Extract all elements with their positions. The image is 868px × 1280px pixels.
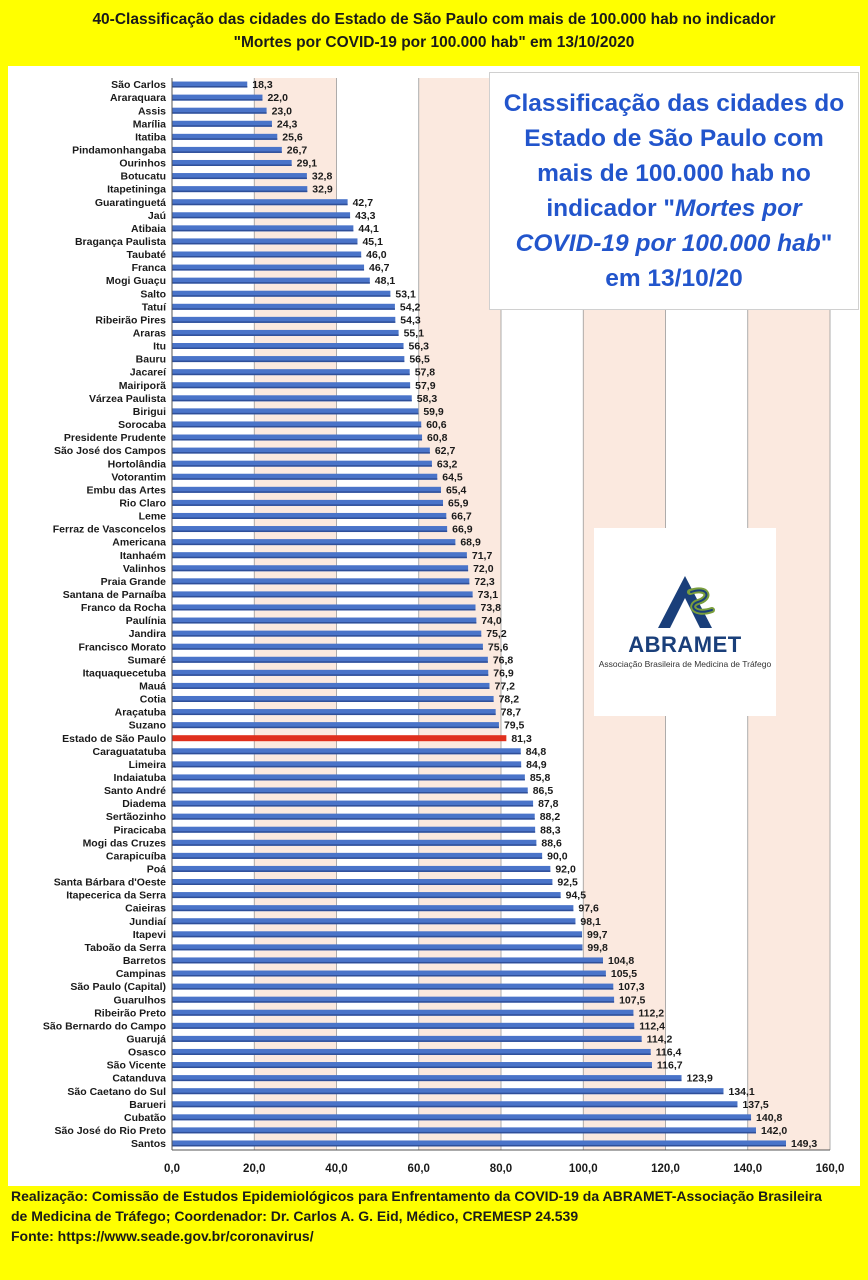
bar-shadow xyxy=(172,779,525,781)
bar-shadow xyxy=(172,308,395,310)
value-label: 97,6 xyxy=(578,902,599,915)
category-label: Estado de São Paulo xyxy=(62,732,166,745)
value-label: 79,5 xyxy=(503,719,525,732)
bar-shadow xyxy=(172,531,447,533)
bar-shadow xyxy=(172,1080,682,1082)
value-label: 116,4 xyxy=(655,1046,682,1059)
bar-shadow xyxy=(172,374,410,376)
value-label: 65,9 xyxy=(448,497,469,510)
x-tick-label: 100,0 xyxy=(568,1163,598,1175)
bar-shadow xyxy=(172,844,536,846)
value-label: 112,4 xyxy=(639,1020,665,1033)
bar-shadow xyxy=(172,1106,737,1108)
bar-shadow xyxy=(172,936,582,938)
value-label: 86,5 xyxy=(532,785,554,798)
bar-shadow xyxy=(172,191,307,193)
category-label: Mogi Guaçu xyxy=(105,275,166,288)
category-label: Mairiporã xyxy=(118,379,166,392)
category-label: Barretos xyxy=(122,955,166,968)
category-label: Guarulhos xyxy=(113,994,166,1007)
category-label: Santos xyxy=(130,1138,166,1151)
bar-shadow xyxy=(172,426,421,428)
category-label: Leme xyxy=(138,510,166,523)
category-label: Mauá xyxy=(139,680,166,693)
bar-shadow xyxy=(172,609,476,611)
value-label: 59,9 xyxy=(423,405,444,418)
value-label: 92,5 xyxy=(557,876,578,889)
chart-title-line-1: 40-Classificação das cidades do Estado de São Paulo com mais de 100.000 hab no indicador xyxy=(92,11,776,28)
category-label: Assis xyxy=(137,105,166,118)
value-label: 26,7 xyxy=(286,144,308,157)
bar-shadow xyxy=(172,1040,642,1042)
value-label: 88,6 xyxy=(541,837,562,850)
bar-shadow xyxy=(172,766,521,768)
value-label: 73,8 xyxy=(480,602,501,615)
category-label: Poá xyxy=(146,863,166,876)
value-label: 105,5 xyxy=(610,968,638,981)
category-label: Bauru xyxy=(135,353,166,366)
category-label: São Vicente xyxy=(106,1059,166,1072)
bar-shadow xyxy=(172,256,361,257)
bar-shadow xyxy=(172,1093,723,1095)
bar-shadow xyxy=(172,387,410,389)
x-tick-label: 120,0 xyxy=(651,1163,680,1175)
footer-line-1: Realização: Comissão de Estudos Epidemiológicos para Enfrentamento da COVID-19 da ABRAMET-Associação Brasileira xyxy=(11,1188,822,1204)
value-label: 75,6 xyxy=(487,641,509,654)
bar-shadow xyxy=(172,125,272,127)
value-label: 54,3 xyxy=(400,314,421,327)
value-label: 88,3 xyxy=(540,824,561,837)
value-label: 66,7 xyxy=(451,510,472,523)
x-tick-label: 160,0 xyxy=(815,1163,845,1175)
category-label: Ourinhos xyxy=(119,157,166,170)
bar-shadow xyxy=(172,230,353,232)
ampersand-emblem-icon xyxy=(594,528,776,638)
bar-shadow xyxy=(172,334,399,336)
category-label: Santo André xyxy=(103,785,166,798)
value-label: 45,1 xyxy=(362,236,383,249)
bar-shadow xyxy=(172,217,350,219)
category-label: Diadema xyxy=(122,798,166,811)
bar-shadow xyxy=(172,727,499,729)
bar-shadow xyxy=(172,857,542,859)
category-label: Franca xyxy=(131,262,166,275)
value-label: 53,1 xyxy=(395,288,416,301)
category-label: Catanduva xyxy=(112,1072,166,1085)
value-label: 107,3 xyxy=(618,981,645,994)
bar-shadow xyxy=(172,1067,652,1069)
value-label: 76,9 xyxy=(493,667,514,680)
category-label: Paulínia xyxy=(125,615,166,628)
category-label: Botucatu xyxy=(120,170,166,183)
bar-shadow xyxy=(172,910,573,912)
bar-shadow xyxy=(172,583,469,585)
x-tick-label: 140,0 xyxy=(733,1163,763,1175)
value-label: 48,1 xyxy=(374,275,396,288)
value-label: 32,9 xyxy=(312,183,333,196)
category-label: Cotia xyxy=(139,693,166,706)
value-label: 68,9 xyxy=(460,536,481,549)
bar-shadow xyxy=(172,86,247,88)
category-label: Taboão da Serra xyxy=(84,941,166,954)
value-label: 55,1 xyxy=(403,327,425,340)
category-label: Piracicaba xyxy=(113,824,166,837)
bar-shadow xyxy=(172,1001,614,1003)
category-label: Araras xyxy=(132,327,166,340)
bar-shadow xyxy=(172,465,432,467)
bar-shadow xyxy=(172,596,473,598)
callout-line-6: em 13/10/20 xyxy=(605,265,743,292)
bar-shadow xyxy=(172,557,467,559)
value-label: 78,7 xyxy=(500,706,522,719)
value-label: 18,3 xyxy=(252,79,273,92)
value-label: 65,4 xyxy=(445,484,467,497)
logo-subtitle: Associação Brasileira de Medicina de Tráfego xyxy=(598,659,772,669)
value-label: 94,5 xyxy=(565,889,587,902)
bar-shadow xyxy=(172,348,404,350)
category-label: Campinas xyxy=(115,968,166,981)
logo-wordmark: ABRAMET xyxy=(628,632,742,657)
category-label: Osasco xyxy=(128,1046,166,1059)
category-label: Jundiaí xyxy=(129,915,166,928)
value-label: 112,2 xyxy=(638,1007,665,1020)
callout-line-5b: " xyxy=(820,230,833,257)
value-label: 88,2 xyxy=(539,811,561,824)
category-label: Itapecerica da Serra xyxy=(66,889,166,902)
bar-shadow xyxy=(172,570,468,572)
chart-title xyxy=(0,8,868,54)
value-label: 63,2 xyxy=(436,458,458,471)
bar-shadow xyxy=(172,413,418,415)
category-label: Atibaia xyxy=(130,222,166,235)
category-label: Itapevi xyxy=(132,928,166,941)
value-label: 25,6 xyxy=(282,131,303,144)
category-label: Votorantim xyxy=(111,471,166,484)
bar-shadow xyxy=(172,818,535,820)
bar-shadow xyxy=(172,700,494,702)
bar-shadow xyxy=(172,243,357,245)
category-label: São José dos Campos xyxy=(53,445,166,458)
category-label: Santa Bárbara d'Oeste xyxy=(53,876,166,889)
bar-shadow xyxy=(172,988,613,990)
x-tick-label: 0,0 xyxy=(164,1163,180,1175)
bar-shadow xyxy=(172,439,422,441)
category-label: Barueri xyxy=(129,1098,166,1111)
category-label: Franco da Rocha xyxy=(80,602,166,615)
bar-shadow xyxy=(172,517,446,519)
bar-shadow xyxy=(172,805,533,807)
bar-shadow xyxy=(172,204,348,206)
category-label: Sorocaba xyxy=(118,419,166,432)
value-label: 72,0 xyxy=(473,562,494,575)
category-label: Indaiatuba xyxy=(113,772,166,785)
value-label: 123,9 xyxy=(686,1072,713,1085)
bar-shadow xyxy=(172,923,575,925)
value-label: 81,3 xyxy=(511,732,532,745)
category-label: Itu xyxy=(153,340,166,353)
value-label: 78,2 xyxy=(498,693,520,706)
category-label: Tatuí xyxy=(141,301,166,314)
value-label: 90,0 xyxy=(547,850,568,863)
category-label: Caraguatatuba xyxy=(92,745,166,758)
value-label: 23,0 xyxy=(271,105,293,118)
category-label: Taubaté xyxy=(126,249,166,262)
bar-shadow xyxy=(172,164,292,166)
category-label: Praia Grande xyxy=(100,575,166,588)
category-label: Jaú xyxy=(147,209,166,222)
bar-shadow xyxy=(172,452,430,454)
x-tick-label: 40,0 xyxy=(325,1163,348,1175)
category-label: Jacareí xyxy=(129,366,166,379)
category-label: Sumaré xyxy=(127,654,166,667)
value-label: 42,7 xyxy=(352,196,374,209)
category-label: Pindamonhangaba xyxy=(72,144,166,157)
value-label: 60,8 xyxy=(427,432,448,445)
bar-shadow xyxy=(172,112,267,114)
category-label: Salto xyxy=(140,288,166,301)
value-label: 43,3 xyxy=(355,209,376,222)
value-label: 66,9 xyxy=(452,523,473,536)
bar-shadow xyxy=(172,949,582,951)
value-label: 76,8 xyxy=(492,654,514,667)
bar-shadow xyxy=(172,1053,651,1055)
category-label: Cubatão xyxy=(124,1111,166,1124)
value-label: 137,5 xyxy=(742,1098,769,1111)
value-label: 92,0 xyxy=(555,863,576,876)
category-label: Ribeirão Preto xyxy=(94,1007,166,1020)
category-label: Limeira xyxy=(128,758,166,771)
category-label: Francisco Morato xyxy=(78,641,166,654)
category-label: Itapetininga xyxy=(107,183,166,196)
bar-shadow xyxy=(172,1132,756,1134)
value-label: 87,8 xyxy=(538,798,559,811)
value-label: 149,3 xyxy=(790,1138,818,1151)
category-label: Americana xyxy=(112,536,166,549)
chart-title-line-2: "Mortes por COVID-19 por 100.000 hab" em 13/10/2020 xyxy=(233,34,635,51)
bar-shadow xyxy=(172,792,528,794)
value-label: 62,7 xyxy=(434,445,456,458)
bar-shadow xyxy=(172,321,395,323)
x-tick-label: 60,0 xyxy=(407,1163,430,1175)
x-tick-label: 80,0 xyxy=(489,1163,513,1175)
category-label: Rio Claro xyxy=(119,497,166,510)
value-label: 99,8 xyxy=(587,941,608,954)
value-label: 64,5 xyxy=(442,471,463,484)
bar-shadow xyxy=(172,361,404,363)
callout-line-1: Classificação das cidades do xyxy=(503,90,845,117)
value-label: 73,1 xyxy=(477,588,499,601)
category-label: Carapicuíba xyxy=(105,850,166,863)
category-label: São Caetano do Sul xyxy=(67,1085,166,1098)
category-label: Itaquaquecetuba xyxy=(82,667,166,680)
category-label: Caieiras xyxy=(125,902,166,915)
value-label: 46,0 xyxy=(366,249,387,262)
value-label: 107,5 xyxy=(619,994,646,1007)
value-label: 57,8 xyxy=(414,366,436,379)
bar-shadow xyxy=(172,884,552,886)
value-label: 116,7 xyxy=(656,1059,683,1072)
value-label: 58,3 xyxy=(416,392,438,405)
bar-shadow xyxy=(172,269,364,271)
bar-shadow xyxy=(172,1145,786,1147)
value-label: 71,7 xyxy=(471,549,493,562)
bar-shadow xyxy=(172,622,476,624)
bar-shadow xyxy=(172,635,481,637)
bar-shadow xyxy=(172,138,277,140)
bar-shadow xyxy=(172,544,455,546)
value-label: 134,1 xyxy=(728,1085,755,1098)
bar-shadow xyxy=(172,151,282,153)
category-label: Guarujá xyxy=(126,1033,166,1046)
bar-shadow xyxy=(172,504,443,506)
value-label: 60,6 xyxy=(426,419,447,432)
category-label: Mogi das Cruzes xyxy=(82,837,166,850)
value-label: 44,1 xyxy=(358,222,379,235)
value-label: 72,3 xyxy=(474,575,495,588)
category-label: Embu das Artes xyxy=(86,484,166,497)
category-label: Sertãozinho xyxy=(105,811,166,824)
category-label: Ribeirão Pires xyxy=(95,314,166,327)
value-label: 104,8 xyxy=(607,955,635,968)
value-label: 77,2 xyxy=(494,680,515,693)
value-label: 56,3 xyxy=(408,340,429,353)
bar-shadow xyxy=(172,478,437,480)
bar-shadow xyxy=(172,178,307,180)
value-label: 140,8 xyxy=(756,1111,783,1124)
bar xyxy=(172,735,506,741)
value-label: 99,7 xyxy=(587,928,608,941)
bar-shadow xyxy=(172,753,521,755)
category-label: Hortolândia xyxy=(107,458,166,471)
footer-line-3: Fonte: https://www.seade.gov.br/coronavirus/ xyxy=(11,1228,314,1244)
value-label: 57,9 xyxy=(415,379,436,392)
category-label: Valinhos xyxy=(122,562,166,575)
callout-line-2: Estado de São Paulo com xyxy=(524,125,824,152)
bar-shadow xyxy=(172,687,489,689)
category-label: Ferraz de Vasconcelos xyxy=(52,523,166,536)
bar-shadow xyxy=(172,400,412,402)
bar-shadow xyxy=(172,714,496,716)
bar-shadow xyxy=(172,99,262,101)
category-label: Várzea Paulista xyxy=(88,392,166,405)
bar-shadow xyxy=(172,870,550,872)
abramet-logo xyxy=(594,528,776,716)
bar-shadow xyxy=(172,661,488,663)
value-label: 46,7 xyxy=(369,262,390,275)
value-label: 56,5 xyxy=(409,353,430,366)
bar-shadow xyxy=(172,674,488,676)
category-label: Jandira xyxy=(128,628,166,641)
value-label: 84,9 xyxy=(526,758,547,771)
category-label: São Paulo (Capital) xyxy=(70,981,166,994)
footer-notes xyxy=(11,1186,861,1246)
bar-shadow xyxy=(172,648,483,650)
category-label: Suzano xyxy=(128,719,166,732)
category-label: Guaratinguetá xyxy=(94,196,166,209)
value-label: 29,1 xyxy=(296,157,318,170)
bar-shadow xyxy=(172,491,441,493)
category-label: São José do Rio Preto xyxy=(54,1124,166,1137)
callout-line-4a: indicador " xyxy=(546,195,676,222)
value-label: 54,2 xyxy=(399,301,421,314)
value-label: 142,0 xyxy=(760,1124,788,1137)
bar-shadow xyxy=(172,897,561,899)
category-label: São Carlos xyxy=(111,79,166,92)
value-label: 84,8 xyxy=(525,745,547,758)
bar-shadow xyxy=(172,975,606,977)
category-label: Presidente Prudente xyxy=(63,432,166,445)
category-label: Itatiba xyxy=(135,131,166,144)
category-label: Marília xyxy=(132,118,166,131)
bar-shadow xyxy=(172,295,390,297)
callout-line-4b: Mortes por xyxy=(675,195,802,222)
bar-shadow xyxy=(172,831,535,833)
category-label: São Bernardo do Campo xyxy=(42,1020,166,1033)
value-label: 75,2 xyxy=(486,628,507,641)
callout-line-5a: COVID-19 por 100.000 hab xyxy=(515,230,821,257)
value-label: 85,8 xyxy=(529,772,551,785)
value-label: 74,0 xyxy=(481,615,502,628)
x-tick-label: 20,0 xyxy=(243,1163,266,1175)
callout-line-3: mais de 100.000 hab no xyxy=(537,160,811,187)
bar-shadow xyxy=(172,962,603,964)
value-label: 114,2 xyxy=(646,1033,673,1046)
value-label: 22,0 xyxy=(267,92,288,105)
bar-shadow xyxy=(172,1027,634,1029)
bar-shadow xyxy=(172,282,370,284)
value-label: 98,1 xyxy=(580,915,601,928)
bar-shadow xyxy=(172,1119,751,1121)
callout-box xyxy=(489,72,859,310)
value-label: 24,3 xyxy=(276,118,298,131)
footer-line-2: de Medicina de Tráfego; Coordenador: Dr. Carlos A. G. Eid, Médico, CREMESP 24.539 xyxy=(11,1208,579,1224)
category-label: Birigui xyxy=(132,405,166,418)
category-label: Itanhaém xyxy=(119,549,166,562)
category-label: Araraquara xyxy=(109,92,166,105)
category-label: Santana de Parnaíba xyxy=(62,588,166,601)
category-label: Araçatuba xyxy=(114,706,166,719)
category-label: Bragança Paulista xyxy=(74,236,166,249)
bar-shadow xyxy=(172,1014,633,1016)
value-label: 32,8 xyxy=(311,170,333,183)
